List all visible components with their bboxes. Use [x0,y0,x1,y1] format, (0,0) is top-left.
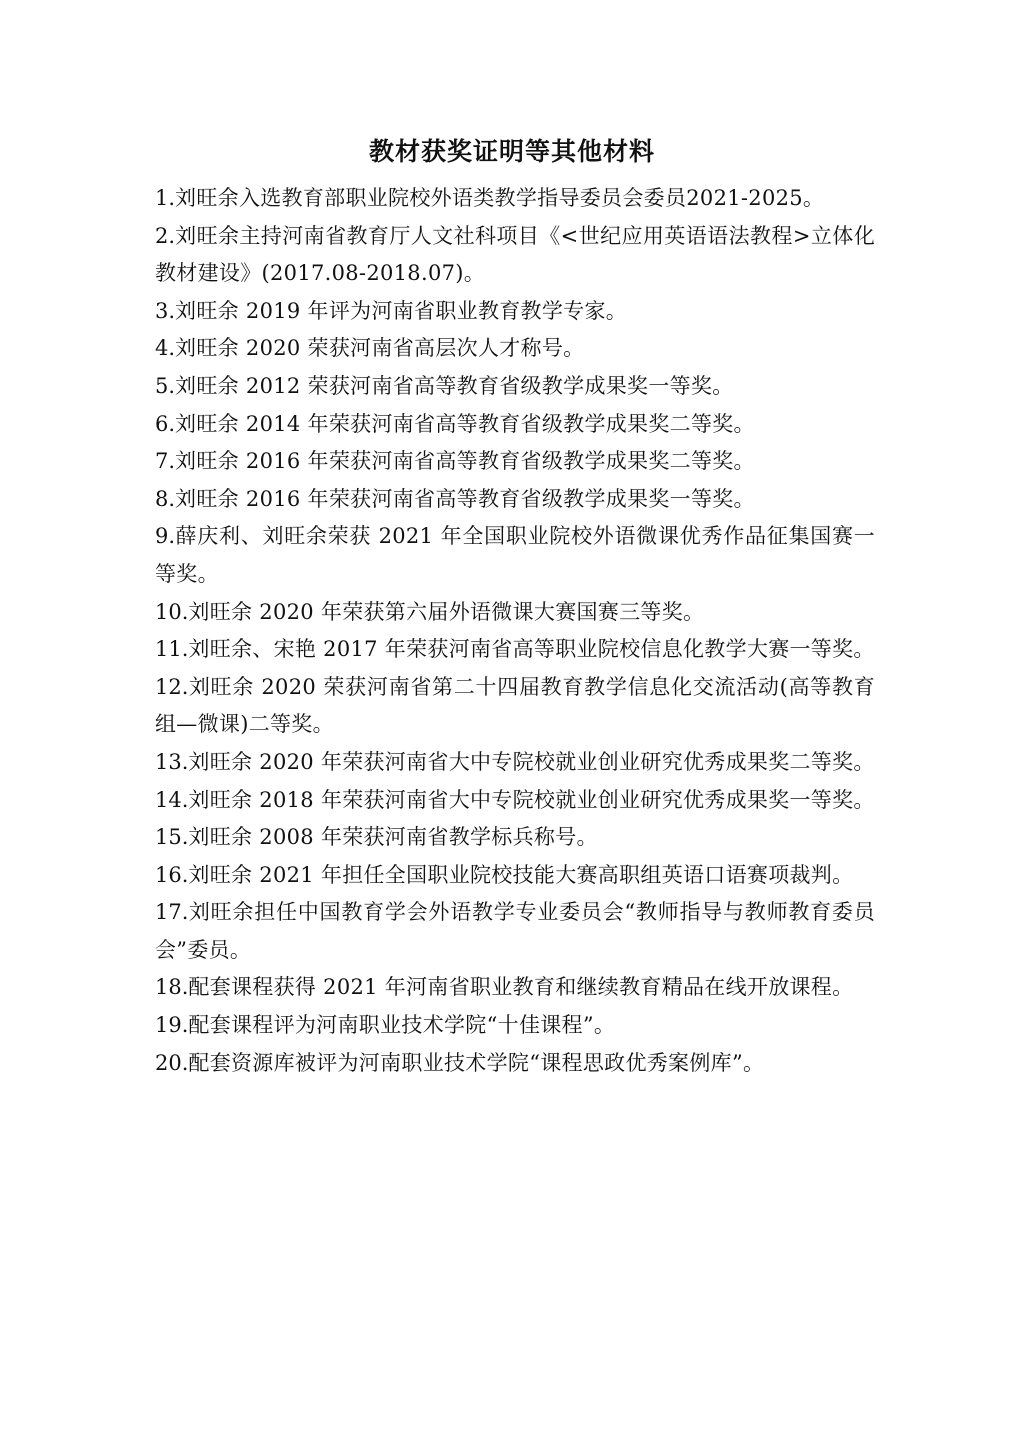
list-item-text: 刘旺余 2016 年荣获河南省高等教育省级教学成果奖一等奖。 [175,486,755,511]
list-item-number: 13. [155,749,189,774]
list-item [155,443,875,481]
list-item-number: 16. [155,862,189,887]
list-item-text: 刘旺余主持河南省教育厅人文社科项目《<世纪应用英语语法教程>立体化教材建设》(2017.08-2018.07)。 [155,223,875,286]
list-item-text: 刘旺余 2020 年荣获河南省大中专院校就业创业研究优秀成果奖二等奖。 [188,749,875,774]
list-item-text: 配套课程获得 2021 年河南省职业教育和继续教育精品在线开放课程。 [188,975,854,1000]
award-list [155,180,875,1082]
list-item-text: 刘旺余 2019 年评为河南省职业教育教学专家。 [175,298,628,323]
list-item-number: 10. [155,599,189,624]
list-item-number: 20. [155,1050,189,1075]
list-item [155,894,875,969]
list-item-text: 配套课程评为河南职业技术学院“十佳课程”。 [188,1013,616,1038]
list-item [155,180,875,218]
list-item-text: 刘旺余 2014 年荣获河南省高等教育省级教学成果奖二等奖。 [175,411,755,436]
list-item-number: 12. [155,674,189,699]
list-item-text: 刘旺余 2012 荣获河南省高等教育省级教学成果奖一等奖。 [175,373,734,398]
list-item-text: 刘旺余 2016 年荣获河南省高等教育省级教学成果奖二等奖。 [175,449,755,474]
list-item [155,631,875,669]
list-item-text: 配套资源库被评为河南职业技术学院“课程思政优秀案例库”。 [188,1050,765,1075]
list-item-number: 18. [155,975,189,1000]
list-item [155,218,875,293]
list-item-text: 薛庆利、刘旺余荣获 2021 年全国职业院校外语微课优秀作品征集国赛一等奖。 [155,524,875,586]
list-item [155,857,875,895]
list-item [155,782,875,820]
list-item [155,330,875,368]
list-item [155,293,875,331]
list-item-number: 3. [155,298,176,323]
list-item-number: 11. [155,637,189,662]
list-item-text: 刘旺余、宋艳 2017 年荣获河南省高等职业院校信息化教学大赛一等奖。 [188,637,875,662]
list-item-text: 刘旺余 2020 荣获河南省高层次人才称号。 [175,336,585,361]
list-item-number: 14. [155,787,189,812]
list-item-number: 15. [155,825,189,850]
list-item-number: 7. [155,449,176,474]
list-item-number: 2. [155,223,176,248]
list-item-number: 8. [155,486,176,511]
list-item-number: 17. [155,900,189,925]
list-item [155,819,875,857]
list-item [155,969,875,1007]
list-item [155,368,875,406]
list-item [155,594,875,632]
list-item-text: 刘旺余 2008 年荣获河南省教学标兵称号。 [188,825,598,850]
list-item-text: 刘旺余 2020 荣获河南省第二十四届教育教学信息化交流活动(高等教育组—微课)二等奖。 [155,674,875,737]
list-item-text: 刘旺余 2018 年荣获河南省大中专院校就业创业研究优秀成果奖一等奖。 [188,787,875,812]
list-item [155,1007,875,1045]
list-item-number: 6. [155,411,176,436]
list-item [155,481,875,519]
list-item [155,1045,875,1083]
list-item-number: 19. [155,1013,189,1038]
list-item-number: 9. [155,524,176,549]
list-item-text: 刘旺余 2020 年荣获第六届外语微课大赛国赛三等奖。 [188,599,705,624]
list-item [155,744,875,782]
list-item-text: 刘旺余入选教育部职业院校外语类教学指导委员会委员2021-2025。 [175,186,825,210]
list-item [155,518,875,593]
list-item-number: 1. [155,186,176,210]
list-item-number: 4. [155,336,176,361]
list-item [155,669,875,744]
list-item-number: 5. [155,373,176,398]
page-title: 教材获奖证明等其他材料 [368,137,655,166]
list-item [155,406,875,444]
list-item-text: 刘旺余担任中国教育学会外语教学专业委员会“教师指导与教师教育委员会”委员。 [155,900,875,962]
list-item-text: 刘旺余 2021 年担任全国职业院校技能大赛高职组英语口语赛项裁判。 [188,862,854,887]
